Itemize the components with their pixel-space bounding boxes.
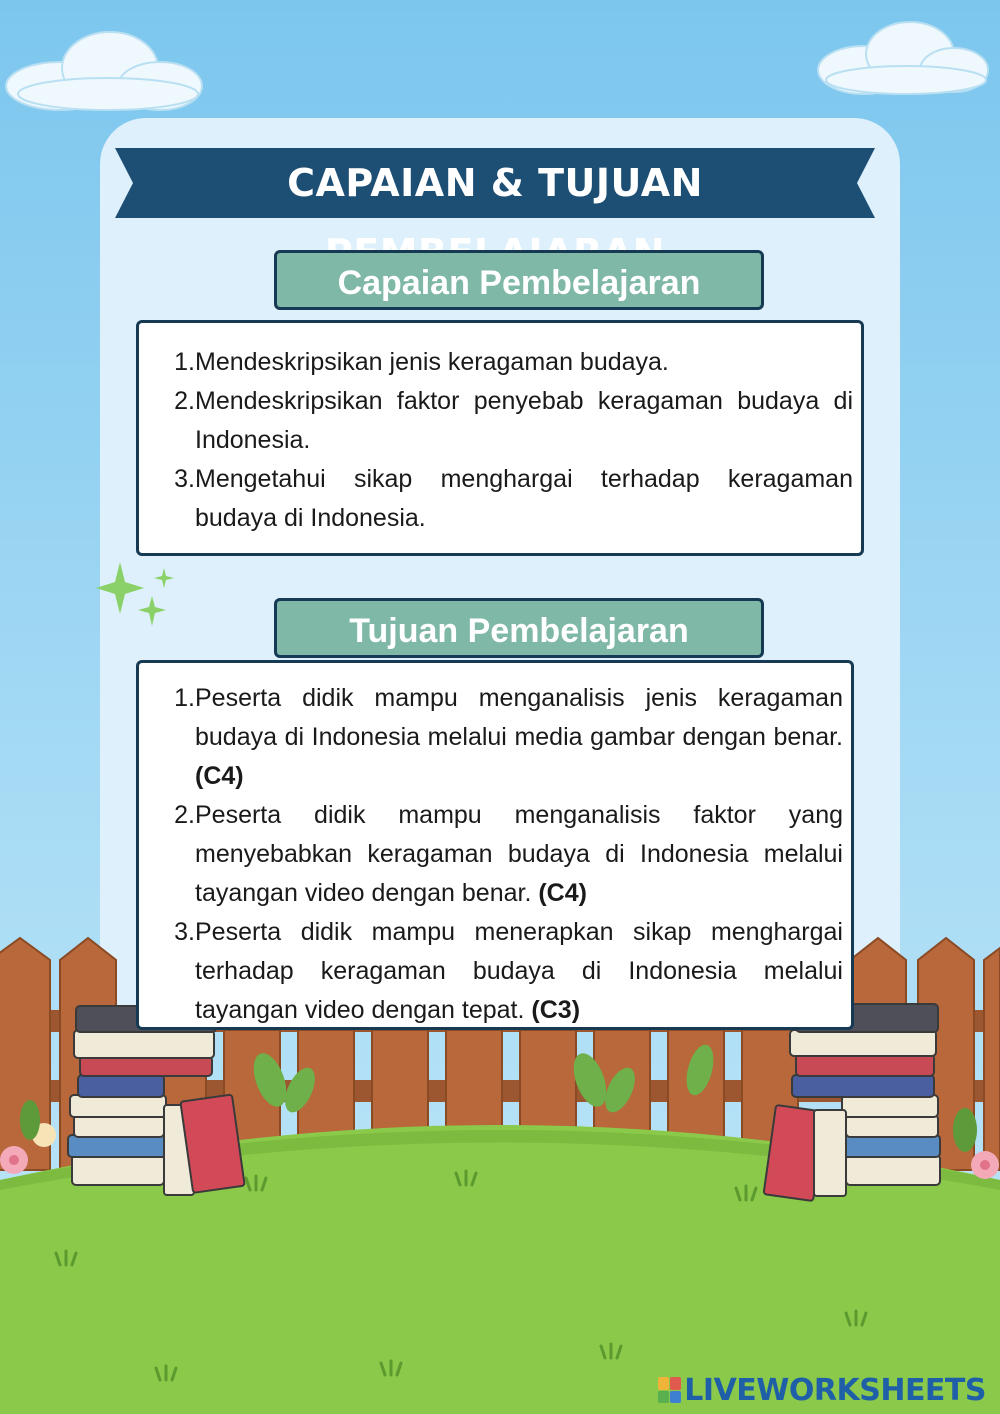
list-item: [139, 343, 853, 382]
cloud-left-icon: [0, 24, 210, 114]
list-item: [139, 796, 843, 913]
item-number: 3.: [174, 465, 195, 493]
item-number: 3.: [174, 918, 195, 946]
item-text: Mendeskripsikan faktor penyebab keragaman budaya di Indonesia.: [195, 387, 853, 454]
item-number: 2.: [174, 801, 195, 829]
liveworksheets-logo: [658, 1372, 986, 1408]
item-text: Peserta didik mampu menganalisis faktor yang menyebabkan keragaman budaya di Indonesia melalui tayangan video dengan benar.: [195, 801, 843, 907]
tujuan-heading: Tujuan Pembelajaran: [274, 598, 764, 658]
capaian-list: [136, 320, 864, 556]
cognitive-level-tag: (C3): [531, 996, 581, 1024]
capaian-heading: Capaian Pembelajaran: [274, 250, 764, 310]
item-text: Peserta didik mampu menerapkan sikap menghargai terhadap keragaman budaya di Indonesia melalui tayangan video dengan tepat.: [195, 918, 843, 1024]
item-text: Mengetahui sikap menghargai terhadap keragaman budaya di Indonesia.: [195, 465, 853, 532]
list-item: [139, 679, 843, 796]
cognitive-level-tag: (C4): [195, 762, 244, 790]
liveworksheets-mark-icon: [658, 1377, 680, 1403]
item-number: 2.: [174, 387, 195, 415]
sparkle-icon: [96, 560, 178, 632]
item-text: Mendeskripsikan jenis keragaman budaya.: [195, 348, 669, 376]
cognitive-level-tag: (C4): [538, 879, 587, 907]
title-banner: [115, 148, 875, 218]
tujuan-list: [136, 660, 854, 1030]
watermark-text: LIVEWORKSHEETS: [684, 1372, 986, 1408]
item-number: 1.: [174, 348, 195, 376]
list-item: [139, 382, 853, 460]
list-item: [139, 913, 843, 1030]
cloud-right-icon: [814, 14, 990, 100]
item-text: Peserta didik mampu menganalisis jenis keragaman budaya di Indonesia melalui media gambar dengan benar.: [195, 684, 843, 751]
item-number: 1.: [174, 684, 195, 712]
page-title: CAPAIAN & TUJUAN: [287, 161, 703, 205]
list-item: [139, 460, 853, 538]
